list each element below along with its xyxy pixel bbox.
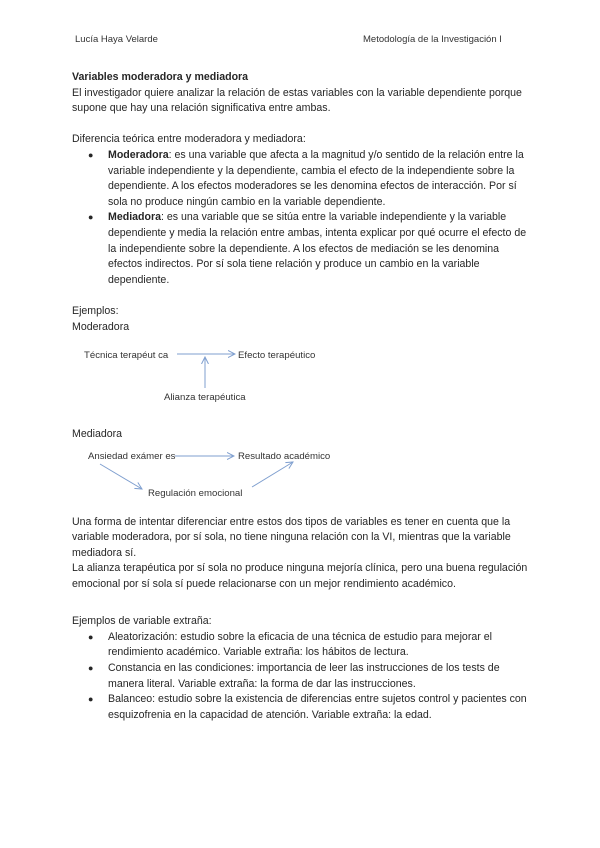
header-author: Lucía Haya Velarde [75, 34, 158, 45]
extranea-item-text: Constancia en las condiciones: importancia de leer las instrucciones de los tests de manera literal. Variable extraña: la forma de dar las instrucciones. [108, 662, 500, 690]
extranea-item-text: Aleatorización: estudio sobre la eficacia de una técnica de estudio para mejorar el rendimiento académico. Variable extraña: los hábitos de lectura. [108, 630, 492, 659]
moderadora-example-label: Moderadora [72, 320, 130, 333]
list-item-constancia [72, 661, 532, 692]
bullet-icon: ● [88, 212, 94, 223]
intro-paragraph: El investigador quiere analizar la relación de estas variables con la variable dependiente porque supone que hay una relación significativa entre ambas. [72, 86, 522, 115]
bullet-icon: ● [88, 663, 94, 674]
list-item-aleatorizacion [72, 630, 532, 661]
mediadora-diagram [72, 445, 532, 511]
term-mediadora: Mediadora [108, 211, 161, 224]
difference-heading: Diferencia teórica entre moderadora y mediadora: [72, 133, 306, 146]
node-resultado-academico: Resultado académico [238, 450, 331, 462]
bullet-icon: ● [88, 694, 94, 705]
node-regulacion-emocional: Regulación emocional [148, 487, 243, 499]
section-title: Variables moderadora y mediadora [72, 71, 249, 83]
bullet-icon: ● [88, 631, 94, 642]
extranea-list [72, 630, 532, 724]
node-alianza-terapeutica: Alianza terapéutica [164, 392, 246, 404]
list-item-balanceo [72, 692, 532, 723]
arrow-regulacion-to-resultado [252, 462, 293, 487]
explanation-paragraph-1: Una forma de intentar diferenciar entre estos dos tipos de variables es tener en cuenta que la variable moderadora, por sí sola, no tiene ninguna relación con la VI, mientras que la variable mediadora sí. [72, 515, 511, 559]
definition-mediadora: : es una variable que se sitúa entre la variable independiente y la variable dependiente y media la relación entre ambas, intenta explicar por qué ocurre el efecto de la independiente sobre la dependiente. A los efectos de mediación se les denomina efectos indirectos. Por sí sola tiene relación y produce un cambio en la variable dependiente. [108, 211, 527, 286]
extranea-item-text: Balanceo: estudio sobre la existencia de diferencias entre sujetos control y pacientes con esquizofrenia en la capacidad de atención. Variable extraña: la edad. [108, 693, 527, 721]
mediadora-example-label: Mediadora [72, 428, 123, 441]
node-tecnica-terapeutica: Técnica terapéut ca [84, 350, 169, 362]
header-course: Metodología de la Investigación I [363, 34, 502, 45]
extranea-heading: Ejemplos de variable extraña: [72, 615, 212, 628]
list-item-moderadora [72, 148, 532, 210]
document-body [72, 70, 532, 723]
examples-heading: Ejemplos: [72, 304, 119, 317]
moderadora-diagram [72, 337, 532, 417]
list-item-mediadora [72, 210, 532, 288]
term-moderadora: Moderadora [108, 148, 169, 161]
node-efecto-terapeutico: Efecto terapéutico [238, 350, 316, 362]
explanation-paragraph-2: La alianza terapéutica por sí sola no produce ninguna mejoría clínica, pero una buena regulación emocional por sí sola sí puede relacionarse con un mejor rendimiento académico. [72, 562, 528, 591]
difference-list [72, 148, 532, 288]
arrow-ansiedad-to-regulacion [100, 464, 142, 489]
definition-moderadora: : es una variable que afecta a la magnitud y/o sentido de la relación entre la variable independiente y la dependiente, cambia el efecto de la independiente sobre la dependiente. A los efectos moderadores se les denomina efectos de interacción. Por sí sola no produce ningún cambio en la variable dependiente. [108, 148, 524, 208]
node-ansiedad-examenes: Ansiedad exámer es [88, 450, 176, 462]
bullet-icon: ● [88, 149, 94, 160]
